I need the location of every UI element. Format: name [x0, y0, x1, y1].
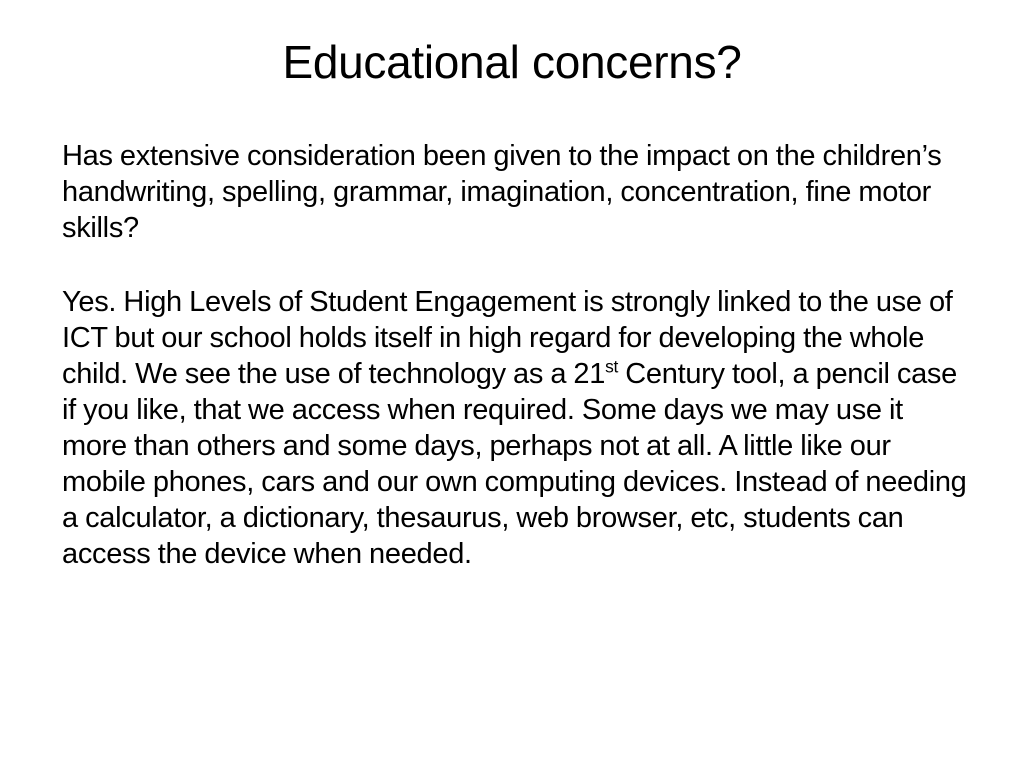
ordinal-superscript: st — [605, 356, 619, 377]
answer-text-part1: Yes. High Levels of Student Engagement is strongly linked to the use of ICT but our school holds itself in high regard for developing the whole child. We see the use of technology as a 21 — [62, 286, 953, 390]
slide-body — [62, 138, 972, 572]
question-paragraph: Has extensive consideration been given to the impact on the children’s handwriting, spelling, grammar, imagination, concentration, fine motor skills? — [62, 140, 942, 244]
answer-paragraph — [62, 284, 972, 572]
answer-text-part2: Century tool, a pencil case if you like, that we access when required. Some days we may use it more than others and some days, perhaps not at all. A little like our mobile phones, cars and our own computing devices. Instead of needing a calculator, a dictionary, thesaurus, web browser, etc, students can access the device when needed. — [62, 358, 967, 570]
slide-title: Educational concerns? — [282, 36, 742, 88]
